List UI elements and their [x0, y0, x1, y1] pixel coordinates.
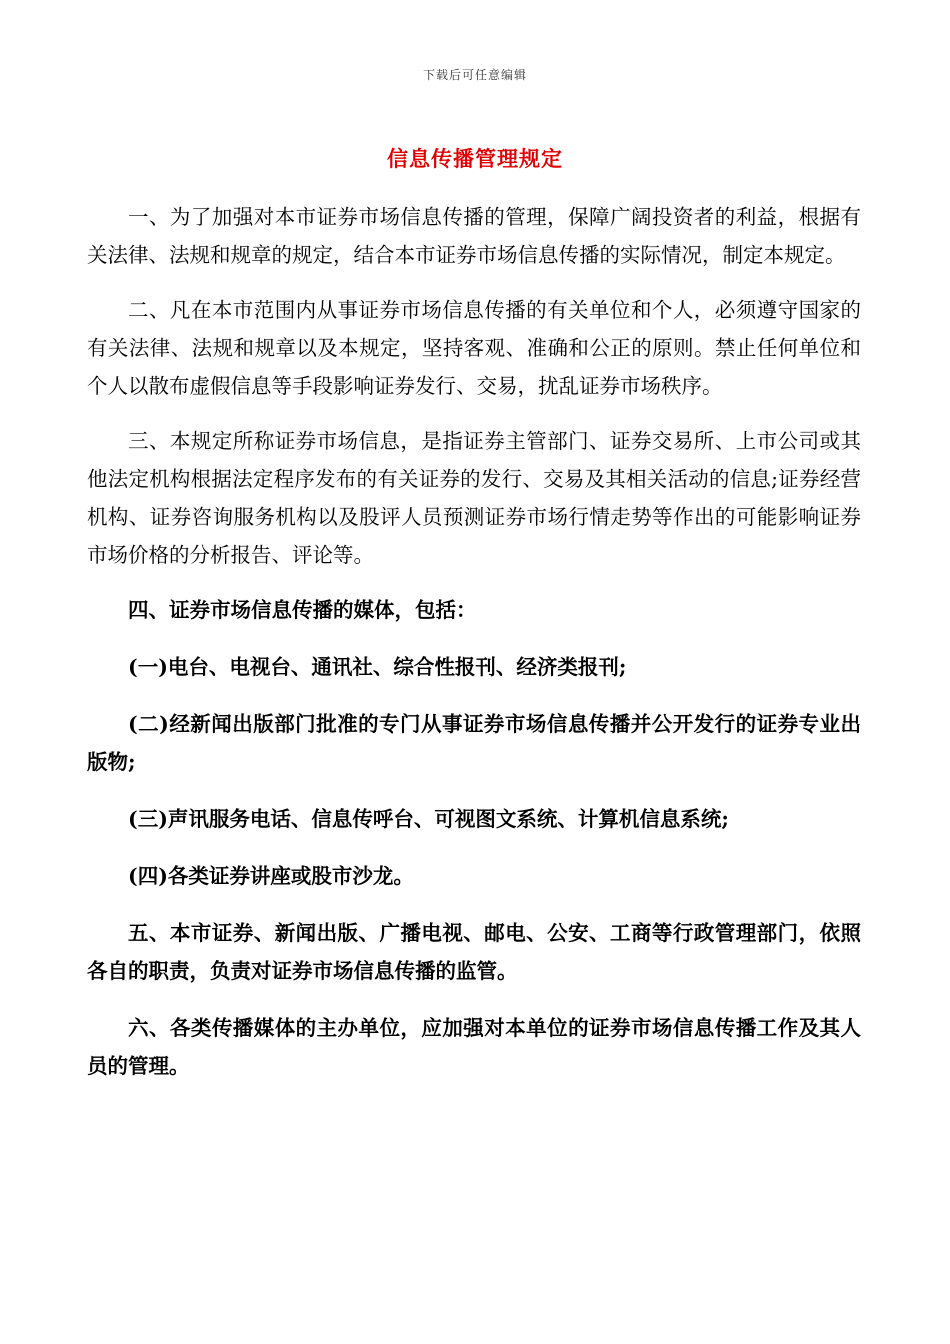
list-item-1: (一)电台、电视台、通讯社、综合性报刊、经济类报刊; — [128, 655, 627, 679]
paragraph-1: 一、为了加强对本市证券市场信息传播的管理，保障广阔投资者的利益，根据有关法律、法规和规章的规定，结合本市证券市场信息传播的实际情况，制定本规定。 — [87, 205, 861, 267]
paragraph-4: 四、证券市场信息传播的媒体，包括： — [128, 598, 477, 622]
paragraph-2: 二、凡在本市范围内从事证券市场信息传播的有关单位和个人，必须遵守国家的有关法律、法规和规章以及本规定，坚持客观、准确和公正的原则。禁止任何单位和个人以散布虚假信息等手段影响证券发行、交易，扰乱证券市场秩序。 — [87, 298, 861, 398]
list-item-4: (四)各类证券讲座或股市沙龙。 — [128, 864, 414, 888]
paragraph-5: 五、本市证券、新闻出版、广播电视、邮电、公安、工商等行政管理部门，依照各自的职责，负责对证券市场信息传播的监管。 — [87, 921, 861, 983]
list-item-3: (三)声讯服务电话、信息传呼台、可视图文系统、计算机信息系统; — [128, 807, 729, 831]
paragraph-6: 六、各类传播媒体的主办单位，应加强对本单位的证券市场信息传播工作及其人员的管理。 — [87, 1016, 861, 1078]
list-item-2: (二)经新闻出版部门批准的专门从事证券市场信息传播并公开发行的证券专业出版物; — [87, 712, 861, 774]
document-title: 信息传播管理规定 — [387, 146, 563, 171]
document-body — [87, 198, 861, 1085]
header-note: 下载后可任意编辑 — [422, 68, 527, 82]
paragraph-3: 三、本规定所称证券市场信息，是指证券主管部门、证券交易所、上市公司或其他法定机构根据法定程序发布的有关证券的发行、交易及其相关活动的信息;证券经营机构、证券咨询服务机构以及股评人员预测证券市场行情走势等作出的可能影响证券市场价格的分析报告、评论等。 — [87, 429, 861, 567]
